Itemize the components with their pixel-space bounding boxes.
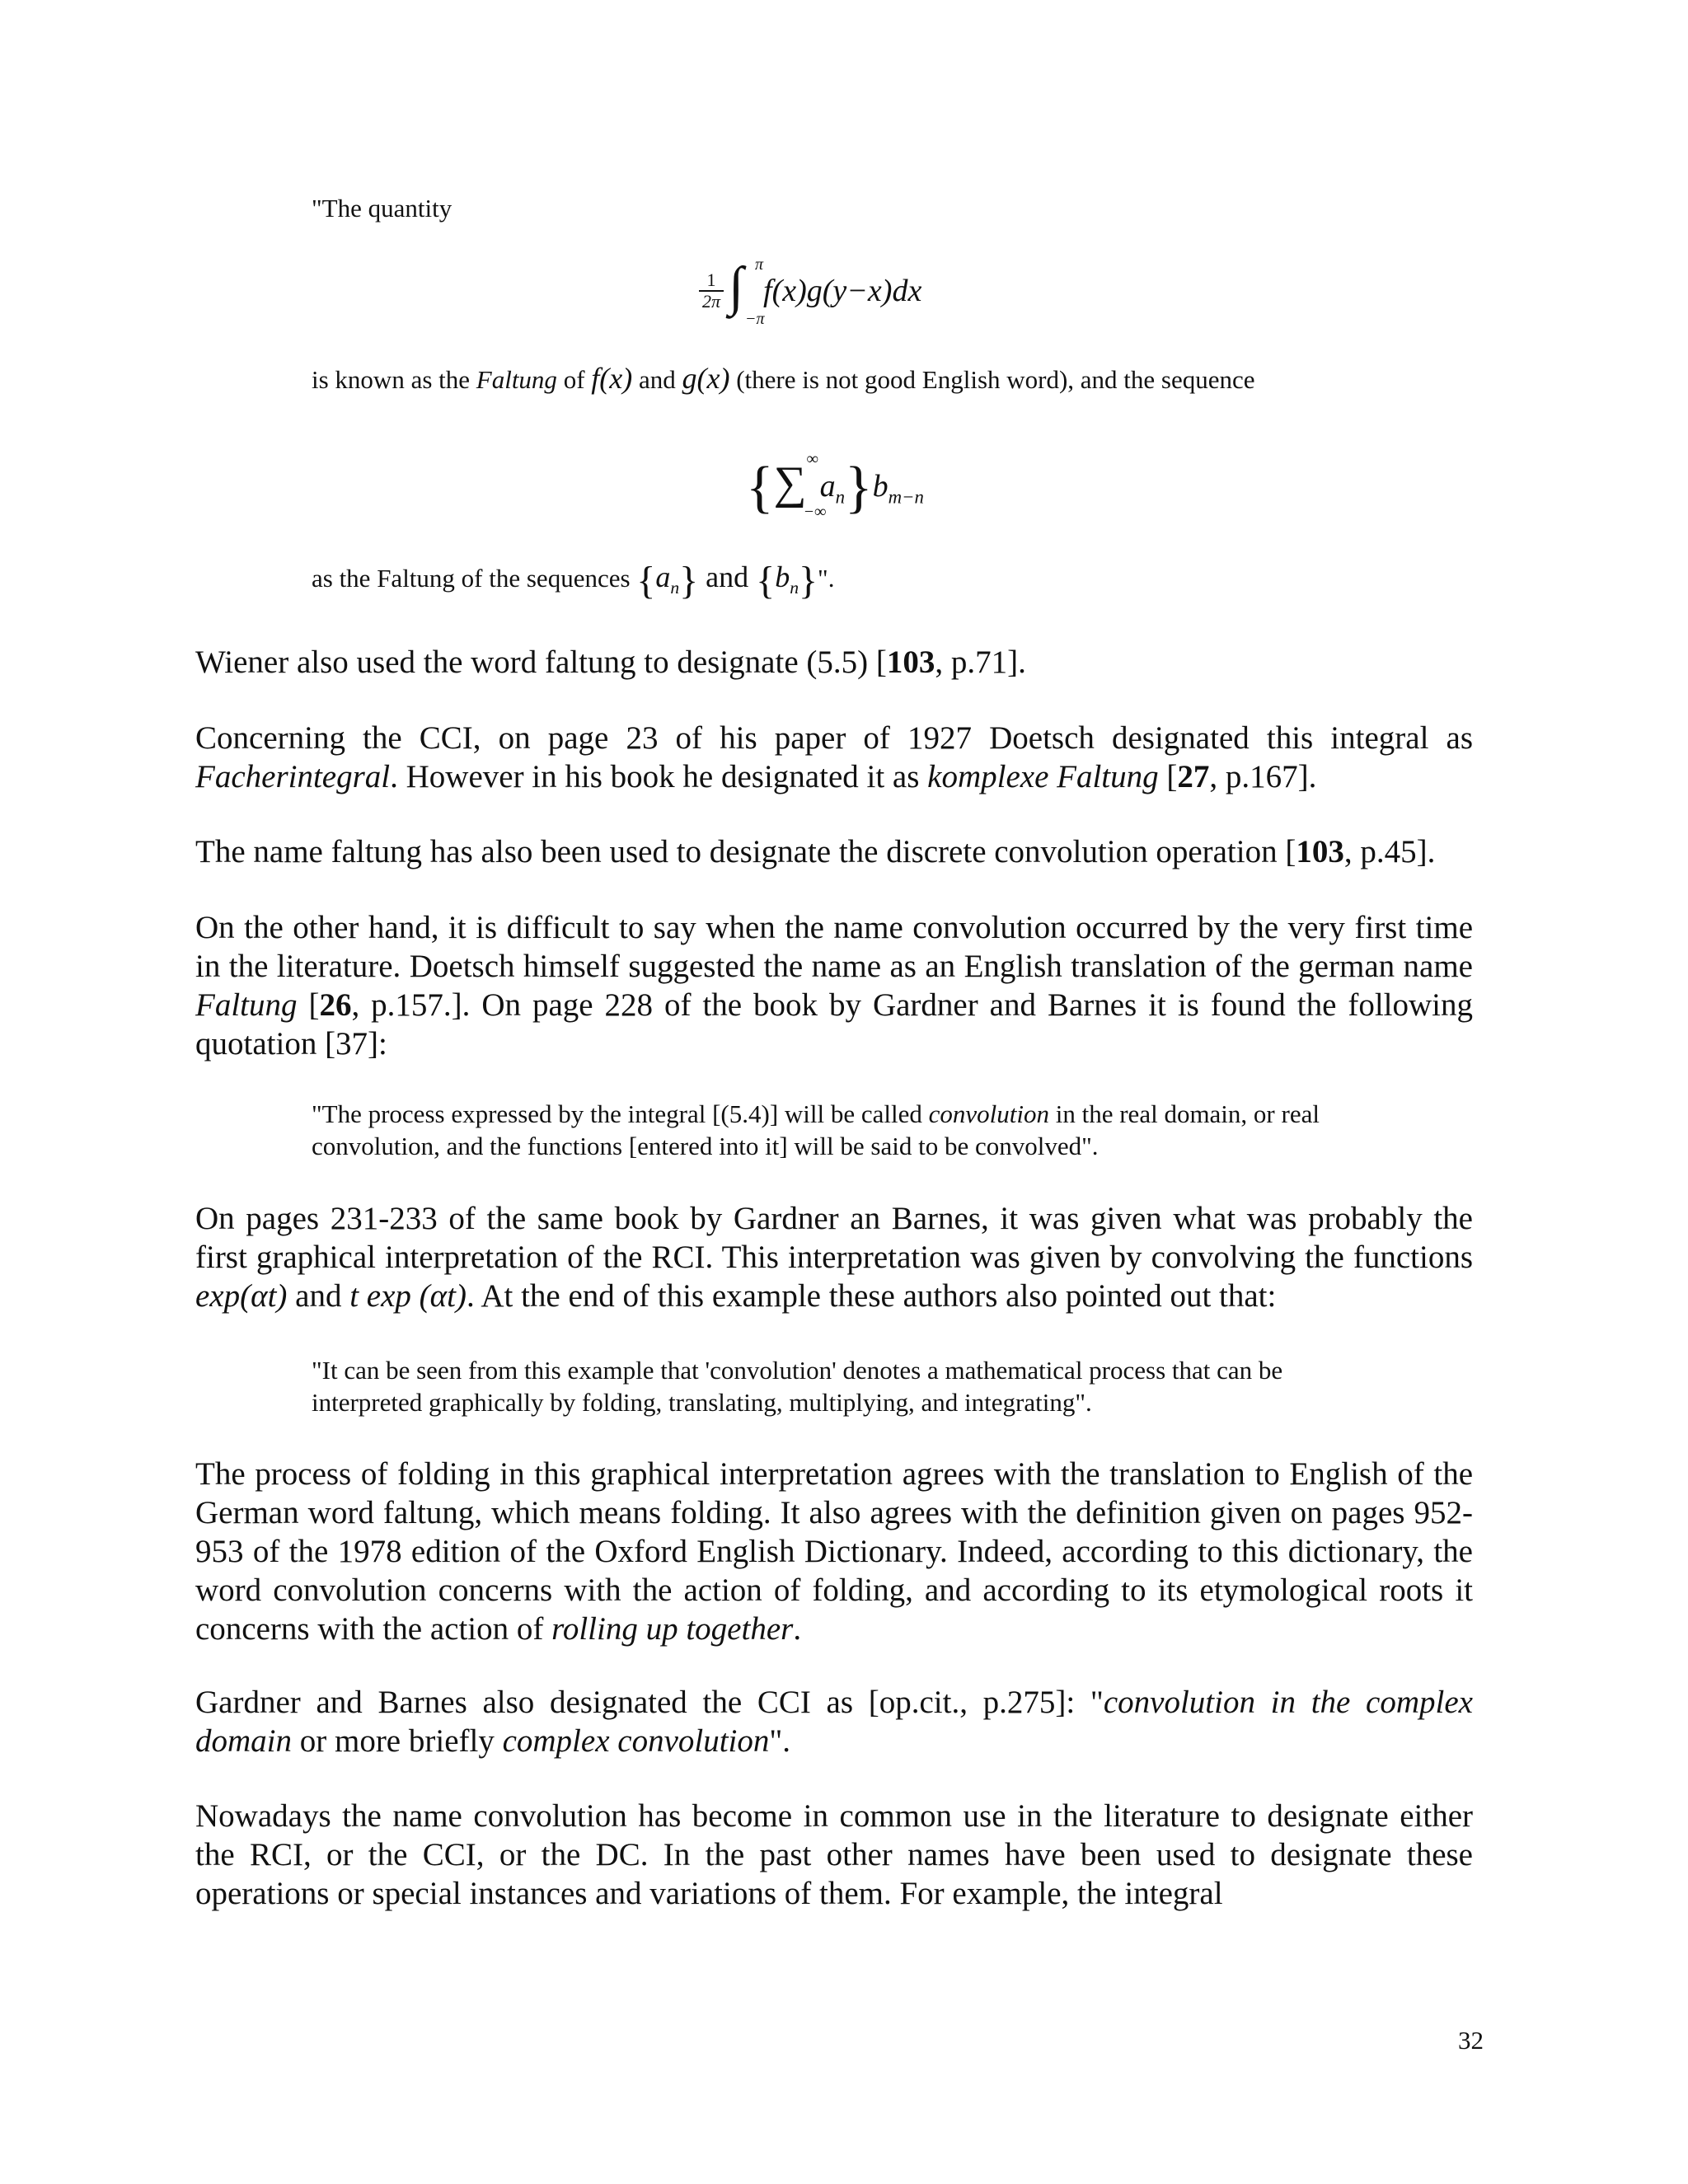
- sigma-sign: ∑ ∞ −∞: [773, 450, 827, 521]
- discrete-faltung-formula: { ∑ ∞ −∞ $a_n\}b_{m-n}$: [746, 450, 924, 521]
- paragraph-convolution-origin: On the other hand, it is difficult to say when the name convolution occurred by the very first time in the literature. Doetsch himself suggested the name as an English translation of the german name Faltung [26, p.157.]. On page 228 of the book by Gardner and Barnes it is found the following quotation [37]:: [195, 910, 1473, 1062]
- paragraph-wiener: Wiener also used the word faltung to designate (5.5) [103, p.71].: [195, 644, 1026, 680]
- term-b: $b_{m-n}$: [872, 468, 924, 508]
- quote-gardner-barnes-1: "The process expressed by the integral [(5.4)] will be called convolution in the real domain, or real convolution, and the functions [entered into it] will be said to be convolved".: [312, 1099, 1320, 1160]
- quote1-sequences: as the Faltung of the sequences $\{a_n\}$ and $\{b_n\}$".: [312, 558, 835, 602]
- paragraph-nowadays: Nowadays the name convolution has become in common use in the literature to designate either the RCI, or the CCI, or the DC. In the past other names have been used to designate these operations or special instances and variations of them. For example, the integral: [195, 1798, 1473, 1911]
- paragraph-cci-names: Gardner and Barnes also designated the CCI as [op.cit., p.275]: "convolution in the complex domain or more briefly complex convolution".: [195, 1685, 1473, 1759]
- paragraph-doetsch-cci: Concerning the CCI, on page 23 of his paper of 1927 Doetsch designated this integral as Facherintegral. However in his book he designated it as komplexe Faltung [27, p.167].: [195, 720, 1473, 794]
- fraction: $\frac{1}{2\pi}$: [699, 270, 724, 312]
- paragraph-folding: The process of folding in this graphical interpretation agrees with the translation to English of the German word faltung, which means folding. It also agrees with the definition given on pages 952-953 of the 1978 edition of the Oxford English Dictionary. Indeed, according to this dictionary, the word convolution concerns with the action of folding, and according to its etymological roots it concerns with the action of rolling up together.: [195, 1456, 1473, 1647]
- integrand: f(x)g(y−x)dx: [763, 274, 922, 308]
- term-a: $a_n$: [819, 468, 846, 508]
- page-number: 32: [1458, 2026, 1484, 2055]
- quote1-faltung-definition: is known as the Faltung of f(x) and g(x) (there is not good English word), and the sequence: [312, 362, 1255, 395]
- quote-gardner-barnes-2: "It can be seen from this example that 'convolution' denotes a mathematical process that can be interpreted graphically by folding, translating, multiplying, and integrating".: [312, 1356, 1283, 1417]
- faltung-integral-formula: [699, 255, 922, 328]
- integral-sign: ∫ π −π: [729, 255, 765, 328]
- paragraph-discrete: The name faltung has also been used to designate the discrete convolution operation [103, p.45].: [195, 834, 1436, 869]
- quote1-intro: "The quantity: [312, 194, 452, 223]
- paragraph-graphical: On pages 231-233 of the same book by Gardner an Barnes, it was given what was probably the first graphical interpretation of the RCI. This interpretation was given by convolving the functions exp(αt) and t exp (αt). At the end of this example these authors also pointed out that:: [195, 1201, 1473, 1314]
